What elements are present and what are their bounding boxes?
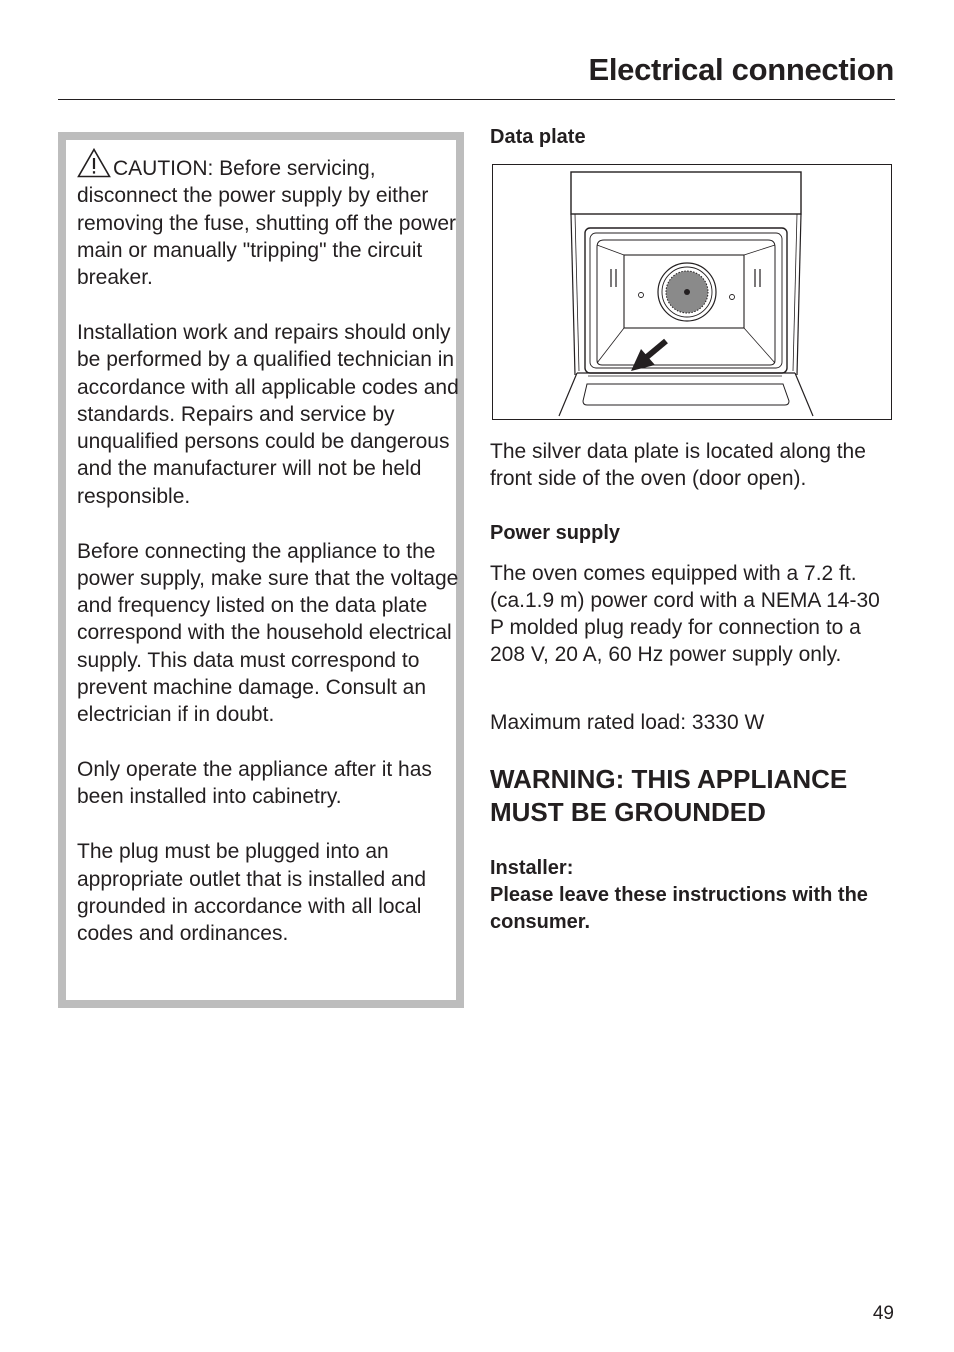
oven-illustration	[492, 164, 892, 420]
data-plate-heading: Data plate	[490, 126, 586, 148]
warning-triangle-icon	[77, 148, 111, 178]
caution-paragraph	[77, 148, 462, 291]
power-supply-text: The oven comes equipped with a 7.2 ft. (ca.1.9 m) power cord with a NEMA 14-30 P molded plug ready for connection to a 208 V, 20 A, 60 Hz power supply only.	[490, 562, 880, 666]
caution-paragraph: The plug must be plugged into an appropriate outlet that is installed and grounded in accordance with all local codes and ordinances.	[77, 840, 427, 946]
data-plate-caption: The silver data plate is located along the front side of the oven (door open).	[490, 440, 866, 490]
max-load-text: Maximum rated load: 3330 W	[490, 711, 765, 734]
caution-paragraph-text: CAUTION: Before servicing, disconnect the power supply by either removing the fuse, shutting off the power main or manually "tripping" the circuit breaker.	[77, 157, 457, 290]
page-title: Electrical connection	[588, 52, 894, 87]
grounding-warning-heading: WARNING: THIS APPLIANCE MUST BE GROUNDED	[490, 764, 848, 827]
page-number: 49	[872, 1303, 894, 1324]
caution-paragraph: Before connecting the appliance to the power supply, make sure that the voltage and frequency listed on the data plate correspond with the household electrical supply. This data must correspond to prevent machine damage. Consult an electrician if in doubt.	[77, 539, 459, 727]
caution-paragraph: Installation work and repairs should only be performed by a qualified technician in accordance with all applicable codes and standards. Repairs and service by unqualified persons could be dangerous and the manufacturer will not be held responsible.	[77, 320, 459, 508]
header-rule	[58, 99, 895, 100]
power-supply-heading: Power supply	[490, 522, 621, 544]
caution-text	[77, 148, 462, 947]
installer-label: Installer:	[490, 857, 574, 879]
installer-note: Please leave these instructions with the consumer.	[490, 884, 868, 933]
caution-paragraph: Only operate the appliance after it has been installed into cabinetry.	[77, 758, 432, 809]
